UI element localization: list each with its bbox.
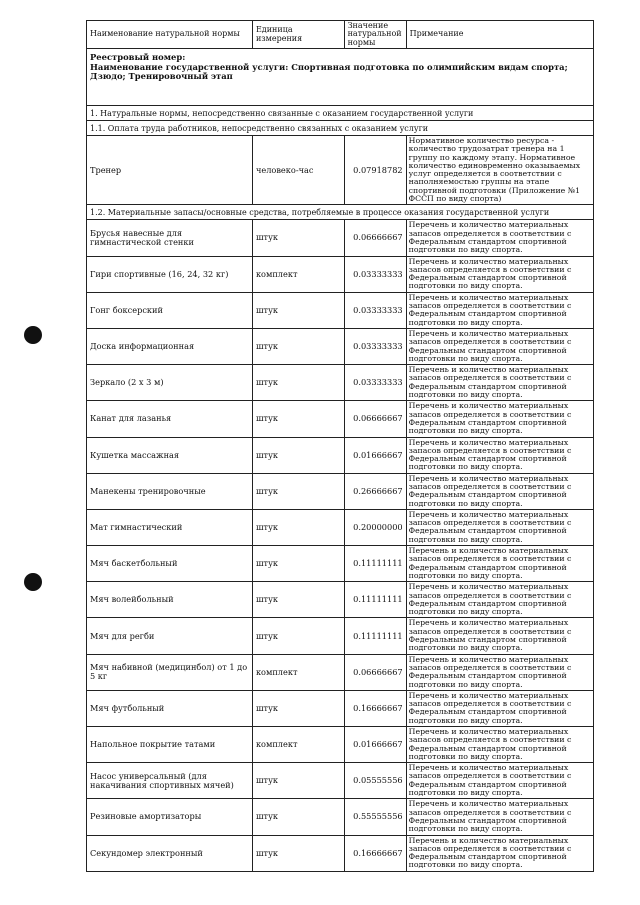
item-name: Мяч волейбольный [87, 582, 253, 618]
header-value: Значение натуральной нормы [344, 21, 406, 49]
item-note: Перечень и количество материальных запасов определяется в соответствии с Федеральным стандартом спортивной подготовки по виду спорта. [406, 618, 593, 654]
item-unit: штук [252, 365, 344, 401]
table-row [87, 437, 594, 473]
table-row [87, 546, 594, 582]
item-note: Перечень и количество материальных запасов определяется в соответствии с Федеральным стандартом спортивной подготовки по виду спорта. [406, 582, 593, 618]
item-unit: комплект [252, 654, 344, 690]
section-row [87, 205, 594, 220]
item-name: Секундомер электронный [87, 835, 253, 871]
item-unit: штук [252, 220, 344, 256]
item-value: 0.03333333 [344, 292, 406, 328]
item-unit: штук [252, 328, 344, 364]
item-value: 0.06666667 [344, 654, 406, 690]
item-value: 0.03333333 [344, 256, 406, 292]
header-unit: Единица измерения [252, 21, 344, 49]
item-value: 0.11111111 [344, 618, 406, 654]
item-value: 0.11111111 [344, 546, 406, 582]
item-value: 0.01666667 [344, 727, 406, 763]
item-name: Мяч футбольный [87, 690, 253, 726]
item-name: Кушетка массажная [87, 437, 253, 473]
item-unit: комплект [252, 727, 344, 763]
punch-hole-mark [24, 573, 42, 591]
table-row [87, 835, 594, 871]
item-unit: штук [252, 618, 344, 654]
item-value: 0.16666667 [344, 690, 406, 726]
table-row [87, 582, 594, 618]
item-note: Перечень и количество материальных запасов определяется в соответствии с Федеральным стандартом спортивной подготовки по виду спорта. [406, 654, 593, 690]
header-name: Наименование натуральной нормы [87, 21, 253, 49]
item-value: 0.06666667 [344, 220, 406, 256]
item-note: Перечень и количество материальных запасов определяется в соответствии с Федеральным стандартом спортивной подготовки по виду спорта. [406, 256, 593, 292]
item-note: Перечень и количество материальных запасов определяется в соответствии с Федеральным стандартом спортивной подготовки по виду спорта. [406, 220, 593, 256]
item-name: Напольное покрытие татами [87, 727, 253, 763]
item-unit: штук [252, 401, 344, 437]
section-1-2-title: 1.2. Материальные запасы/основные средства, потребляемые в процессе оказания государственной услуги [87, 205, 594, 220]
table-row [87, 763, 594, 799]
section-row [87, 121, 594, 136]
table-row [87, 220, 594, 256]
item-value: 0.01666667 [344, 437, 406, 473]
item-unit: штук [252, 763, 344, 799]
table-row [87, 292, 594, 328]
section-1-1-title: 1.1. Оплата труда работников, непосредственно связанных с оказанием услуги [87, 121, 594, 136]
item-note: Перечень и количество материальных запасов определяется в соответствии с Федеральным стандартом спортивной подготовки по виду спорта. [406, 365, 593, 401]
item-value: 0.03333333 [344, 328, 406, 364]
section-row [87, 106, 594, 121]
trainer-note: Нормативное количество ресурса - количество трудозатрат тренера на 1 группу по каждому этапу. Нормативное количество единовременно оказываемых услуг определяется в соответствии с наполняемостью группы на этапе спортивной подготовки (Приложение №1 ФССП по виду спорта) [406, 136, 593, 205]
item-note: Перечень и количество материальных запасов определяется в соответствии с Федеральным стандартом спортивной подготовки по виду спорта. [406, 727, 593, 763]
item-value: 0.20000000 [344, 509, 406, 545]
header-note: Примечание [406, 21, 593, 49]
item-note: Перечень и количество материальных запасов определяется в соответствии с Федеральным стандартом спортивной подготовки по виду спорта. [406, 292, 593, 328]
item-unit: штук [252, 509, 344, 545]
service-name: Наименование государственной услуги: Спортивная подготовка по олимпийским видам спорта; Дзюдо; Тренировочный этап [90, 61, 568, 81]
registry-number: Реестровый номер: [90, 52, 186, 62]
table-row [87, 365, 594, 401]
trainer-value: 0.07918782 [344, 136, 406, 205]
item-value: 0.05555556 [344, 763, 406, 799]
item-value: 0.16666667 [344, 835, 406, 871]
item-unit: штук [252, 437, 344, 473]
item-value: 0.06666667 [344, 401, 406, 437]
table-row [87, 136, 594, 205]
table-row [87, 618, 594, 654]
item-note: Перечень и количество материальных запасов определяется в соответствии с Федеральным стандартом спортивной подготовки по виду спорта. [406, 473, 593, 509]
item-note: Перечень и количество материальных запасов определяется в соответствии с Федеральным стандартом спортивной подготовки по виду спорта. [406, 509, 593, 545]
table-row [87, 473, 594, 509]
item-name: Гонг боксерский [87, 292, 253, 328]
item-value: 0.11111111 [344, 582, 406, 618]
item-note: Перечень и количество материальных запасов определяется в соответствии с Федеральным стандартом спортивной подготовки по виду спорта. [406, 763, 593, 799]
item-name: Насос универсальный (для накачивания спортивных мячей) [87, 763, 253, 799]
item-value: 0.03333333 [344, 365, 406, 401]
item-unit: штук [252, 473, 344, 509]
registry-info [87, 49, 594, 106]
punch-hole-mark [24, 326, 42, 344]
item-name: Брусья навесные для гимнастической стенки [87, 220, 253, 256]
table-row [87, 727, 594, 763]
norms-table [86, 20, 594, 872]
table-row [87, 509, 594, 545]
table-row [87, 654, 594, 690]
section-1-title: 1. Натуральные нормы, непосредственно связанные с оказанием государственной услуги [87, 106, 594, 121]
item-note: Перечень и количество материальных запасов определяется в соответствии с Федеральным стандартом спортивной подготовки по виду спорта. [406, 401, 593, 437]
item-name: Мат гимнастический [87, 509, 253, 545]
item-unit: штук [252, 799, 344, 835]
item-name: Мяч набивной (медицинбол) от 1 до 5 кг [87, 654, 253, 690]
item-name: Резиновые амортизаторы [87, 799, 253, 835]
table-header-row [87, 21, 594, 49]
item-name: Гири спортивные (16, 24, 32 кг) [87, 256, 253, 292]
item-unit: штук [252, 546, 344, 582]
item-note: Перечень и количество материальных запасов определяется в соответствии с Федеральным стандартом спортивной подготовки по виду спорта. [406, 799, 593, 835]
item-note: Перечень и количество материальных запасов определяется в соответствии с Федеральным стандартом спортивной подготовки по виду спорта. [406, 328, 593, 364]
item-name: Мяч для регби [87, 618, 253, 654]
item-unit: штук [252, 292, 344, 328]
table-row [87, 256, 594, 292]
table-row [87, 690, 594, 726]
item-note: Перечень и количество материальных запасов определяется в соответствии с Федеральным стандартом спортивной подготовки по виду спорта. [406, 690, 593, 726]
item-unit: комплект [252, 256, 344, 292]
item-unit: штук [252, 690, 344, 726]
registry-row [87, 49, 594, 106]
item-name: Мяч баскетбольный [87, 546, 253, 582]
item-value: 0.26666667 [344, 473, 406, 509]
item-name: Манекены тренировочные [87, 473, 253, 509]
item-name: Доска информационная [87, 328, 253, 364]
item-unit: штук [252, 835, 344, 871]
table-row [87, 328, 594, 364]
table-row [87, 799, 594, 835]
item-value: 0.55555556 [344, 799, 406, 835]
table-row [87, 401, 594, 437]
trainer-name: Тренер [87, 136, 253, 205]
item-note: Перечень и количество материальных запасов определяется в соответствии с Федеральным стандартом спортивной подготовки по виду спорта. [406, 835, 593, 871]
item-name: Зеркало (2 х 3 м) [87, 365, 253, 401]
item-note: Перечень и количество материальных запасов определяется в соответствии с Федеральным стандартом спортивной подготовки по виду спорта. [406, 546, 593, 582]
trainer-unit: человеко-час [252, 136, 344, 205]
item-unit: штук [252, 582, 344, 618]
item-name: Канат для лазанья [87, 401, 253, 437]
item-note: Перечень и количество материальных запасов определяется в соответствии с Федеральным стандартом спортивной подготовки по виду спорта. [406, 437, 593, 473]
